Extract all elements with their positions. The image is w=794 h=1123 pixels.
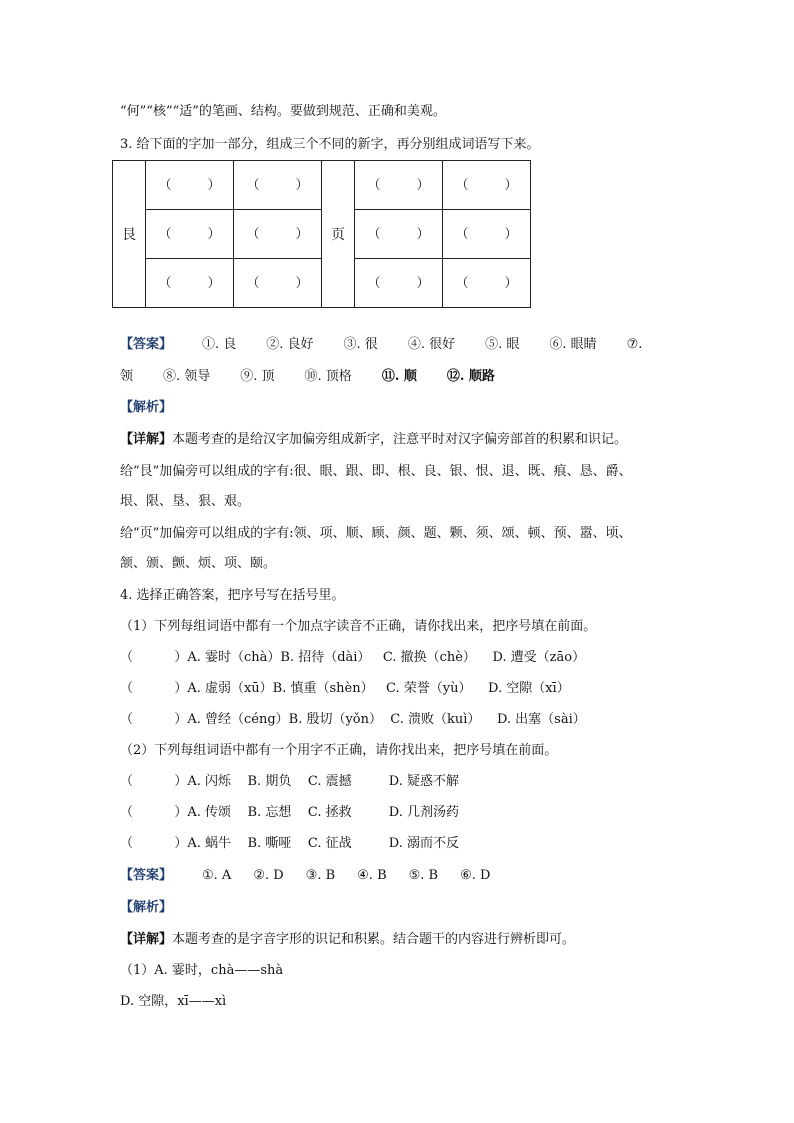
blank-cell[interactable]: （ ） bbox=[443, 259, 531, 308]
answer-item: ⑦. bbox=[626, 337, 643, 352]
answer-tag: 【答案】 bbox=[120, 868, 173, 883]
blank-cell[interactable]: （ ） bbox=[234, 210, 322, 259]
answer-item: ③. 很 bbox=[343, 337, 378, 352]
answer-item: ③. B bbox=[305, 868, 336, 883]
analysis-3-line-a2: 垠、限、垦、狠、艰。 bbox=[120, 494, 251, 509]
answer-item: ④. 很好 bbox=[407, 337, 456, 352]
answer-item: ⑨. 顶 bbox=[240, 369, 275, 384]
question-row: （ ）A. 闪烁 B. 期负 C. 震撼 D. 疑惑不解 bbox=[120, 774, 460, 789]
answer-item: ②. 良好 bbox=[266, 337, 314, 352]
answer-4-line bbox=[120, 868, 490, 884]
analysis-4-detail bbox=[120, 932, 575, 948]
blank-cell[interactable]: （ ） bbox=[234, 161, 322, 210]
detail-text: 本题考查的是给汉字加偏旁组成新字，注意平时对汉字偏旁部首的积累和识记。 bbox=[172, 432, 628, 447]
blank-cell[interactable]: （ ） bbox=[146, 210, 234, 259]
analysis-3-line-b1: 给“页”加偏旁可以组成的字有:领、项、顺、顾、颜、题、颗、须、颂、顿、预、嚣、顷、 bbox=[120, 526, 632, 541]
detail-tag: 【详解】 bbox=[120, 432, 173, 447]
answer-item: ⑩. 顶格 bbox=[304, 369, 352, 384]
detail-text: 本题考查的是字音字形的识记和积累。结合题干的内容进行辨析即可。 bbox=[172, 932, 576, 947]
analysis-tag: 【解析】 bbox=[120, 900, 173, 915]
root-character-1: 艮 bbox=[113, 161, 146, 308]
answer-item: 领 bbox=[120, 369, 134, 384]
answer-item: ⑥. 眼睛 bbox=[549, 337, 597, 352]
answer-item: ②. D bbox=[253, 868, 284, 883]
analysis-3-line-a1: 给“艮”加偏旁可以组成的字有:很、眼、跟、即、根、良、银、恨、退、既、痕、恳、爵、 bbox=[120, 464, 632, 479]
answer-item: ⑧. 领导 bbox=[163, 369, 211, 384]
blank-cell[interactable]: （ ） bbox=[355, 161, 443, 210]
blank-cell[interactable]: （ ） bbox=[443, 161, 531, 210]
answer-item: ⑫. 顺路 bbox=[446, 369, 495, 384]
answer-tag: 【答案】 bbox=[120, 337, 173, 352]
analysis-3-line-b2: 颔、颁、颤、烦、项、颐。 bbox=[120, 556, 277, 571]
question-row: （ ）A. 曾经（céng）B. 殷切（yǒn） C. 溃败（kuì） D. 出塞（sài） bbox=[120, 712, 586, 727]
question-row: （ ）A. 霎时（chà）B. 招待（dài） C. 撤换（chè） D. 遭受（zāo） bbox=[120, 650, 586, 665]
question-row: （ ）A. 蜗牛 B. 嘶哑 C. 征战 D. 溺而不反 bbox=[120, 836, 460, 851]
question-4-title: 4. 选择正确答案，把序号写在括号里。 bbox=[120, 588, 345, 603]
question-3-title: 3. 给下面的字加一部分，组成三个不同的新字，再分别组成词语写下来。 bbox=[120, 137, 540, 152]
answer-3-line-2 bbox=[120, 369, 495, 385]
answer-item: ①. 良 bbox=[202, 337, 237, 352]
question-4-sub-2-title: （2）下列每组词语中都有一个用字不正确，请你找出来，把序号填在前面。 bbox=[120, 743, 558, 758]
blank-cell[interactable]: （ ） bbox=[355, 210, 443, 259]
blank-cell[interactable]: （ ） bbox=[355, 259, 443, 308]
analysis-4-line-1: （1）A. 霎时，chà——shà bbox=[120, 963, 284, 978]
answer-item: ①. A bbox=[202, 868, 232, 883]
blank-cell[interactable]: （ ） bbox=[234, 259, 322, 308]
root-character-2: 页 bbox=[322, 161, 355, 308]
question-4-sub-1-title: （1）下列每组词语中都有一个加点字读音不正确，请你找出来，把序号填在前面。 bbox=[120, 619, 597, 634]
blank-cell[interactable]: （ ） bbox=[146, 259, 234, 308]
blank-cell[interactable]: （ ） bbox=[443, 210, 531, 259]
answer-item: ⑪. 顺 bbox=[381, 369, 417, 384]
intro-line: “何”“核”“适”的笔画、结构。要做到规范、正确和美观。 bbox=[120, 104, 446, 119]
analysis-tag: 【解析】 bbox=[120, 400, 173, 415]
question-row: （ ）A. 虚弱（xū）B. 慎重（shèn） C. 荣誉（yù） D. 空隙（xī） bbox=[120, 681, 570, 696]
analysis-4-line-2: D. 空隙，xī——xì bbox=[120, 994, 227, 1009]
answer-item: ④. B bbox=[357, 868, 387, 883]
answer-item: ⑥. D bbox=[460, 868, 491, 883]
character-grid bbox=[112, 160, 531, 308]
question-row: （ ）A. 传颂 B. 忘想 C. 拯救 D. 几剂汤药 bbox=[120, 805, 460, 820]
answer-item: ⑤. B bbox=[408, 868, 439, 883]
blank-cell[interactable]: （ ） bbox=[146, 161, 234, 210]
detail-tag: 【详解】 bbox=[120, 932, 173, 947]
answer-3-line-1 bbox=[120, 337, 642, 353]
analysis-3-detail bbox=[120, 432, 627, 448]
answer-item: ⑤. 眼 bbox=[485, 337, 520, 352]
